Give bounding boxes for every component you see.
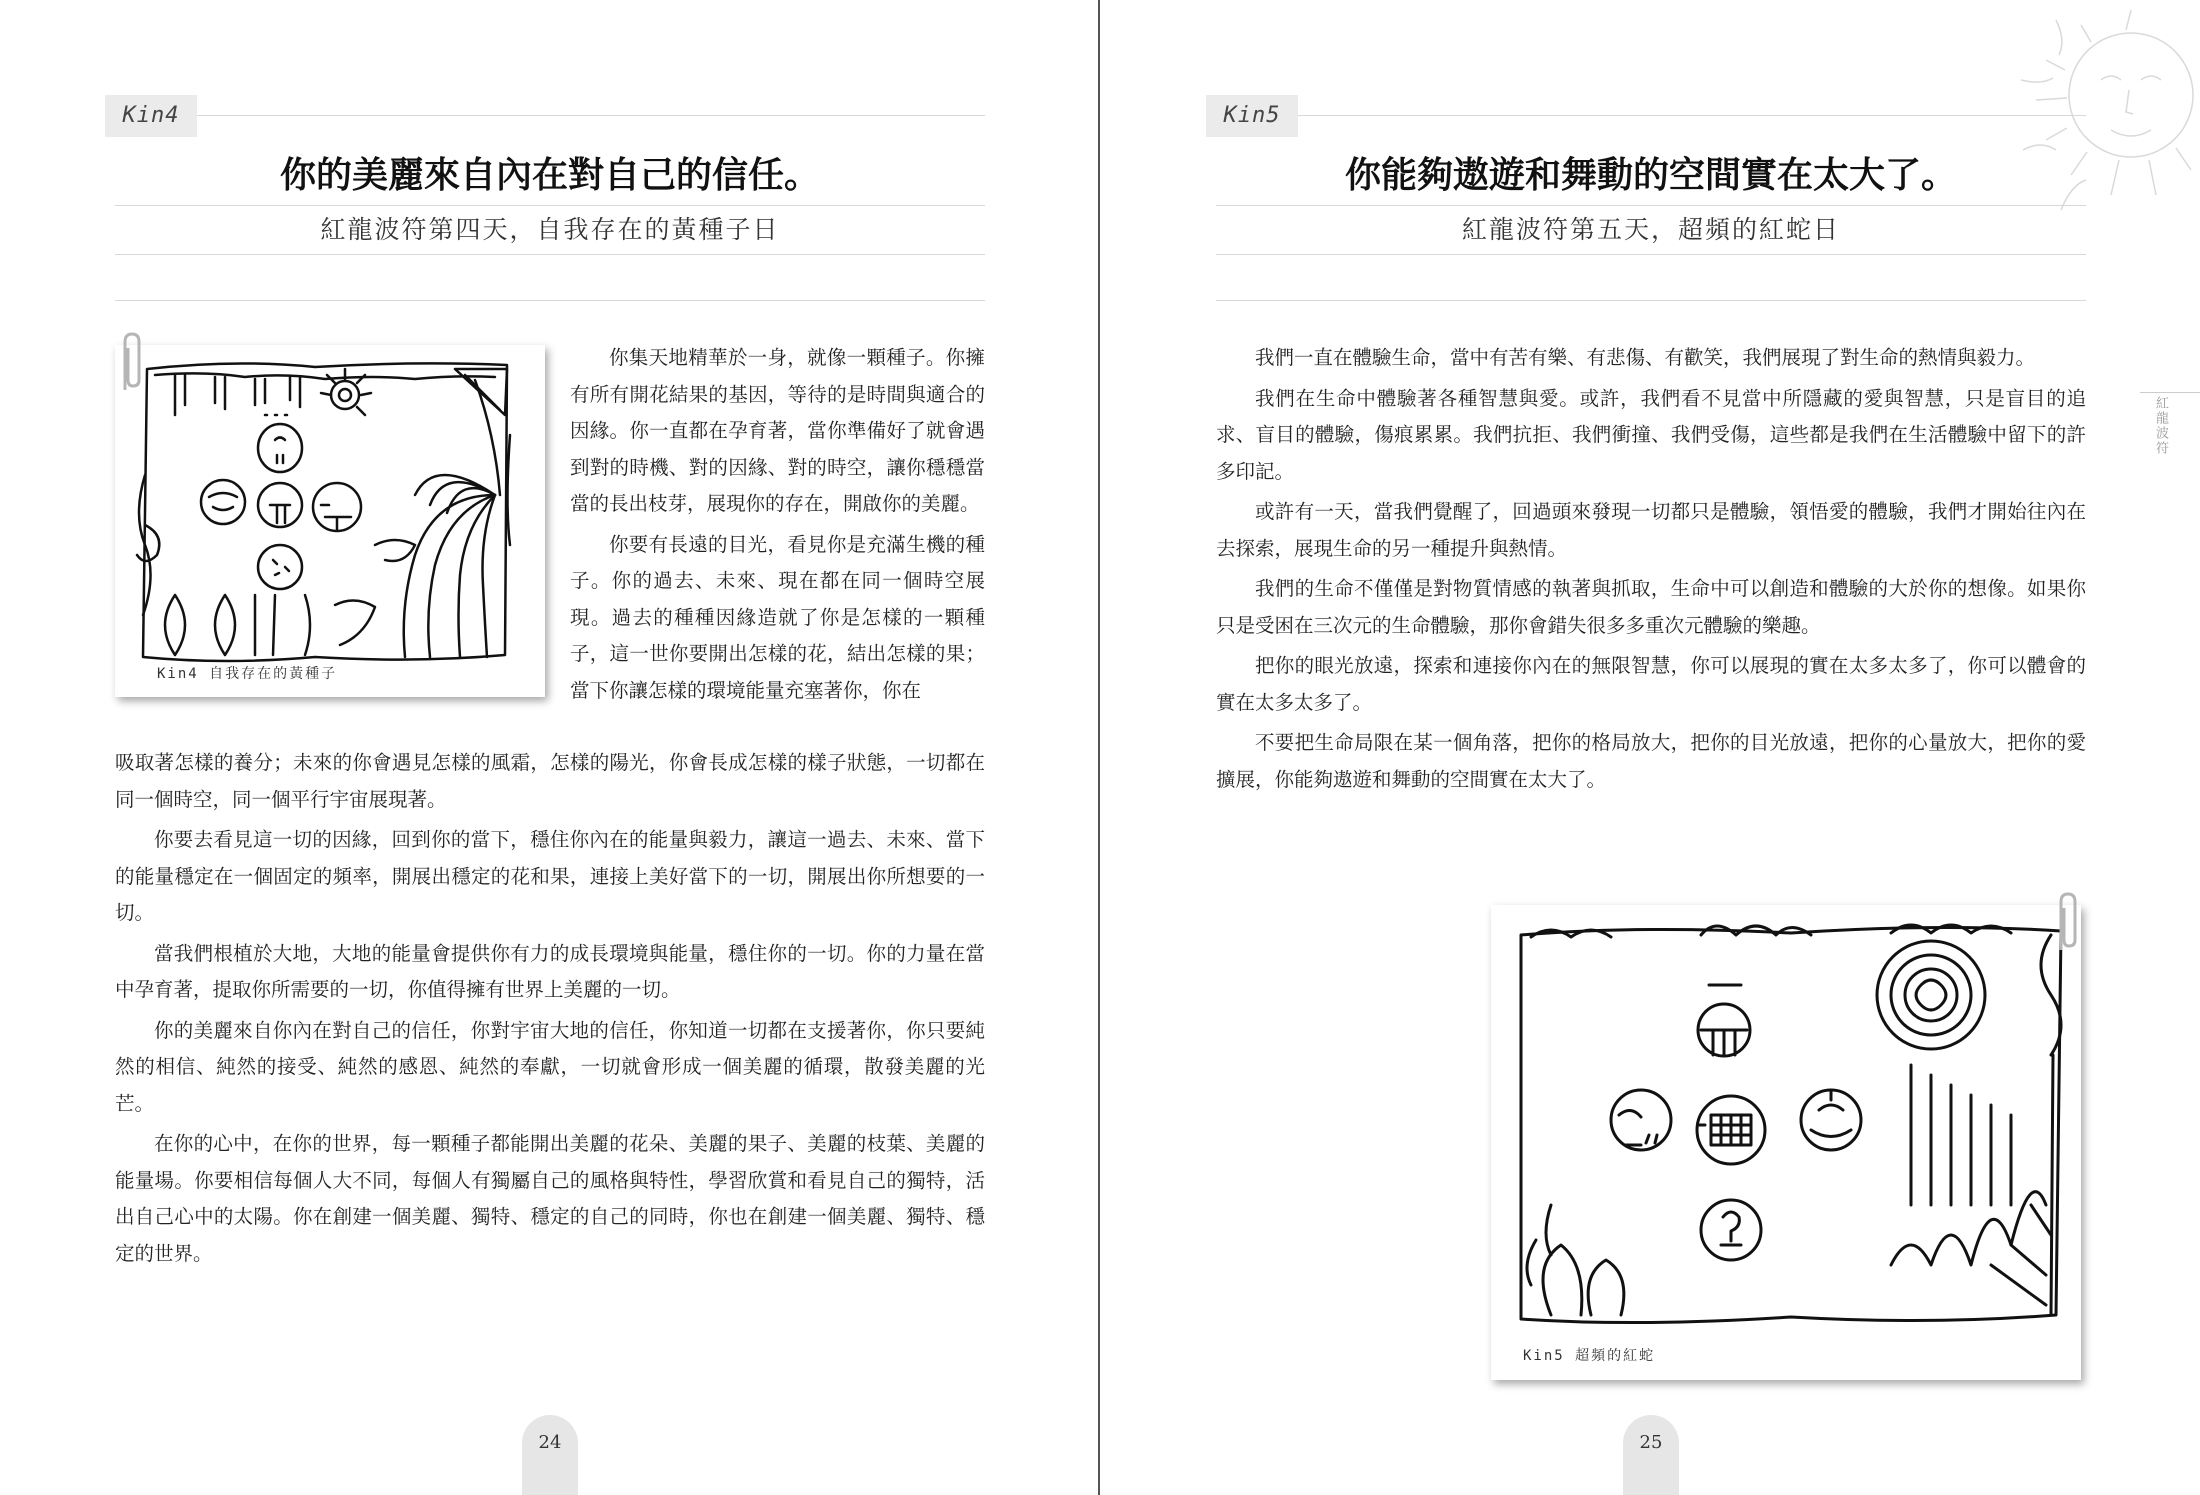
paragraph: 我們的生命不僅僅是對物質情感的執著與抓取，生命中可以創造和體驗的大於你的想像。如果你只是受困在三次元的生命體驗，那你會錯失很多多重次元體驗的樂趣。 <box>1216 577 2086 637</box>
book-spine <box>1098 0 1100 1495</box>
section-rule <box>115 300 985 301</box>
paragraph: 在你的心中，在你的世界，每一顆種子都能開出美麗的花朵、美麗的果子、美麗的枝葉、美麗的能量場。你要相信每個人大不同，每個人有獨屬自己的風格與特性，學習欣賞和看見自己的獨特，活出自己心中的太陽。你在創建一個美麗、獨特、穩定的自己的同時，你也在創建一個美麗、獨特、穩定的世界。 <box>115 1132 985 1265</box>
side-tab-rule <box>2140 392 2200 393</box>
title-rule <box>115 205 985 206</box>
paragraph: 你要有長遠的目光，看見你是充滿生機的種子。你的過去、未來、現在都在同一個時空展現。過去的種種因緣造就了你是怎樣的一顆種子，這一世你要開出怎樣的花，結出怎樣的果；當下你讓怎樣的環境能量充塞著你，你在 <box>570 532 985 702</box>
photo-caption: Kin4 自我存在的黃種子 <box>157 666 338 682</box>
text-column-top <box>570 340 985 713</box>
paragraph: 你的美麗來自你內在對自己的信任，你對宇宙大地的信任，你知道一切都在支援著你，你只要純然的相信、純然的接受、純然的感恩、純然的奉獻，一切就會形成一個美麗的循環，散發美麗的光芒。 <box>115 1018 985 1115</box>
page-title: 你能夠遨遊和舞動的空間實在太大了。 <box>1344 154 1957 196</box>
page-subtitle: 紅龍波符第五天，超頻的紅蛇日 <box>1461 215 1840 244</box>
paragraph: 你要去看見這一切的因緣，回到你的當下，穩住你內在的能量與毅力，讓這一過去、未來、當下的能量穩定在一個固定的頻率，開展出穩定的花和果，連接上美好當下的一切，開展出你所想要的一切。 <box>115 828 985 924</box>
page-subtitle: 紅龍波符第四天，自我存在的黃種子日 <box>320 215 780 244</box>
paragraph: 把你的眼光放遠，探索和連接你內在的無限智慧，你可以展現的實在太多太多了，你可以體會的實在太多太多了。 <box>1216 654 2086 714</box>
paragraph: 我們一直在體驗生命，當中有苦有樂、有悲傷、有歡笑，我們展現了對生命的熱情與毅力。 <box>1255 346 2036 369</box>
paragraph: 我們在生命中體驗著各種智慧與愛。或許，我們看不見當中所隱藏的愛與智慧，只是盲目的追求、盲目的體驗，傷痕累累。我們抗拒、我們衝撞、我們受傷，這些都是我們在生活體驗中留下的許多印記。 <box>1216 386 2086 483</box>
paperclip-icon <box>2051 890 2081 955</box>
text-column-full <box>115 745 985 1276</box>
page-number: 24 <box>522 1415 578 1495</box>
page-title: 你的美麗來自內在對自己的信任。 <box>279 154 820 196</box>
header-rule <box>115 115 985 116</box>
snake-drawing <box>1491 905 2081 1380</box>
page-number: 25 <box>1623 1415 1679 1495</box>
left-page <box>0 0 1099 1495</box>
text-column <box>1216 340 2086 802</box>
paragraph: 不要把生命局限在某一個角落，把你的格局放大，把你的目光放遠，把你的心量放大，把你的愛擴展，你能夠遨遊和舞動的空間實在太大了。 <box>1216 731 2086 791</box>
paragraph: 或許有一天，當我們覺醒了，回過頭來發現一切都只是體驗，領悟愛的體驗，我們才開始往內在去探索，展現生命的另一種提升與熱情。 <box>1216 500 2086 560</box>
right-page <box>1101 0 2200 1495</box>
side-section-label: 紅龍波符 <box>2153 396 2168 456</box>
photo-caption: Kin5 超頻的紅蛇 <box>1523 1348 1656 1364</box>
paragraph: 你集天地精華於一身，就像一顆種子。你擁有所有開花結果的基因，等待的是時間與適合的因緣。你一直都在孕育著，當你準備好了就會遇到對的時機、對的因緣、對的時空，讓你穩穩當當的長出枝芽，展現你的存在，開啟你的美麗。 <box>570 346 985 515</box>
kin-tab: Kin5 <box>1206 95 1298 137</box>
seed-drawing-photo <box>115 345 545 697</box>
title-rule <box>1216 205 2086 206</box>
section-rule <box>1216 300 2086 301</box>
subtitle-rule <box>115 254 985 255</box>
snake-drawing-photo <box>1491 905 2081 1380</box>
paragraph: 當我們根植於大地，大地的能量會提供你有力的成長環境與能量，穩住你的一切。你的力量在當中孕育著，提取你所需要的一切，你值得擁有世界上美麗的一切。 <box>115 941 985 1001</box>
paragraph: 吸取著怎樣的養分；未來的你會遇見怎樣的風霜，怎樣的陽光，你會長成怎樣的樣子狀態，一切都在同一個時空，同一個平行宇宙展現著。 <box>115 751 985 811</box>
paperclip-icon <box>115 330 145 395</box>
subtitle-rule <box>1216 254 2086 255</box>
header-rule <box>1216 115 2086 116</box>
kin-tab: Kin4 <box>105 95 197 137</box>
seed-drawing <box>115 345 545 697</box>
